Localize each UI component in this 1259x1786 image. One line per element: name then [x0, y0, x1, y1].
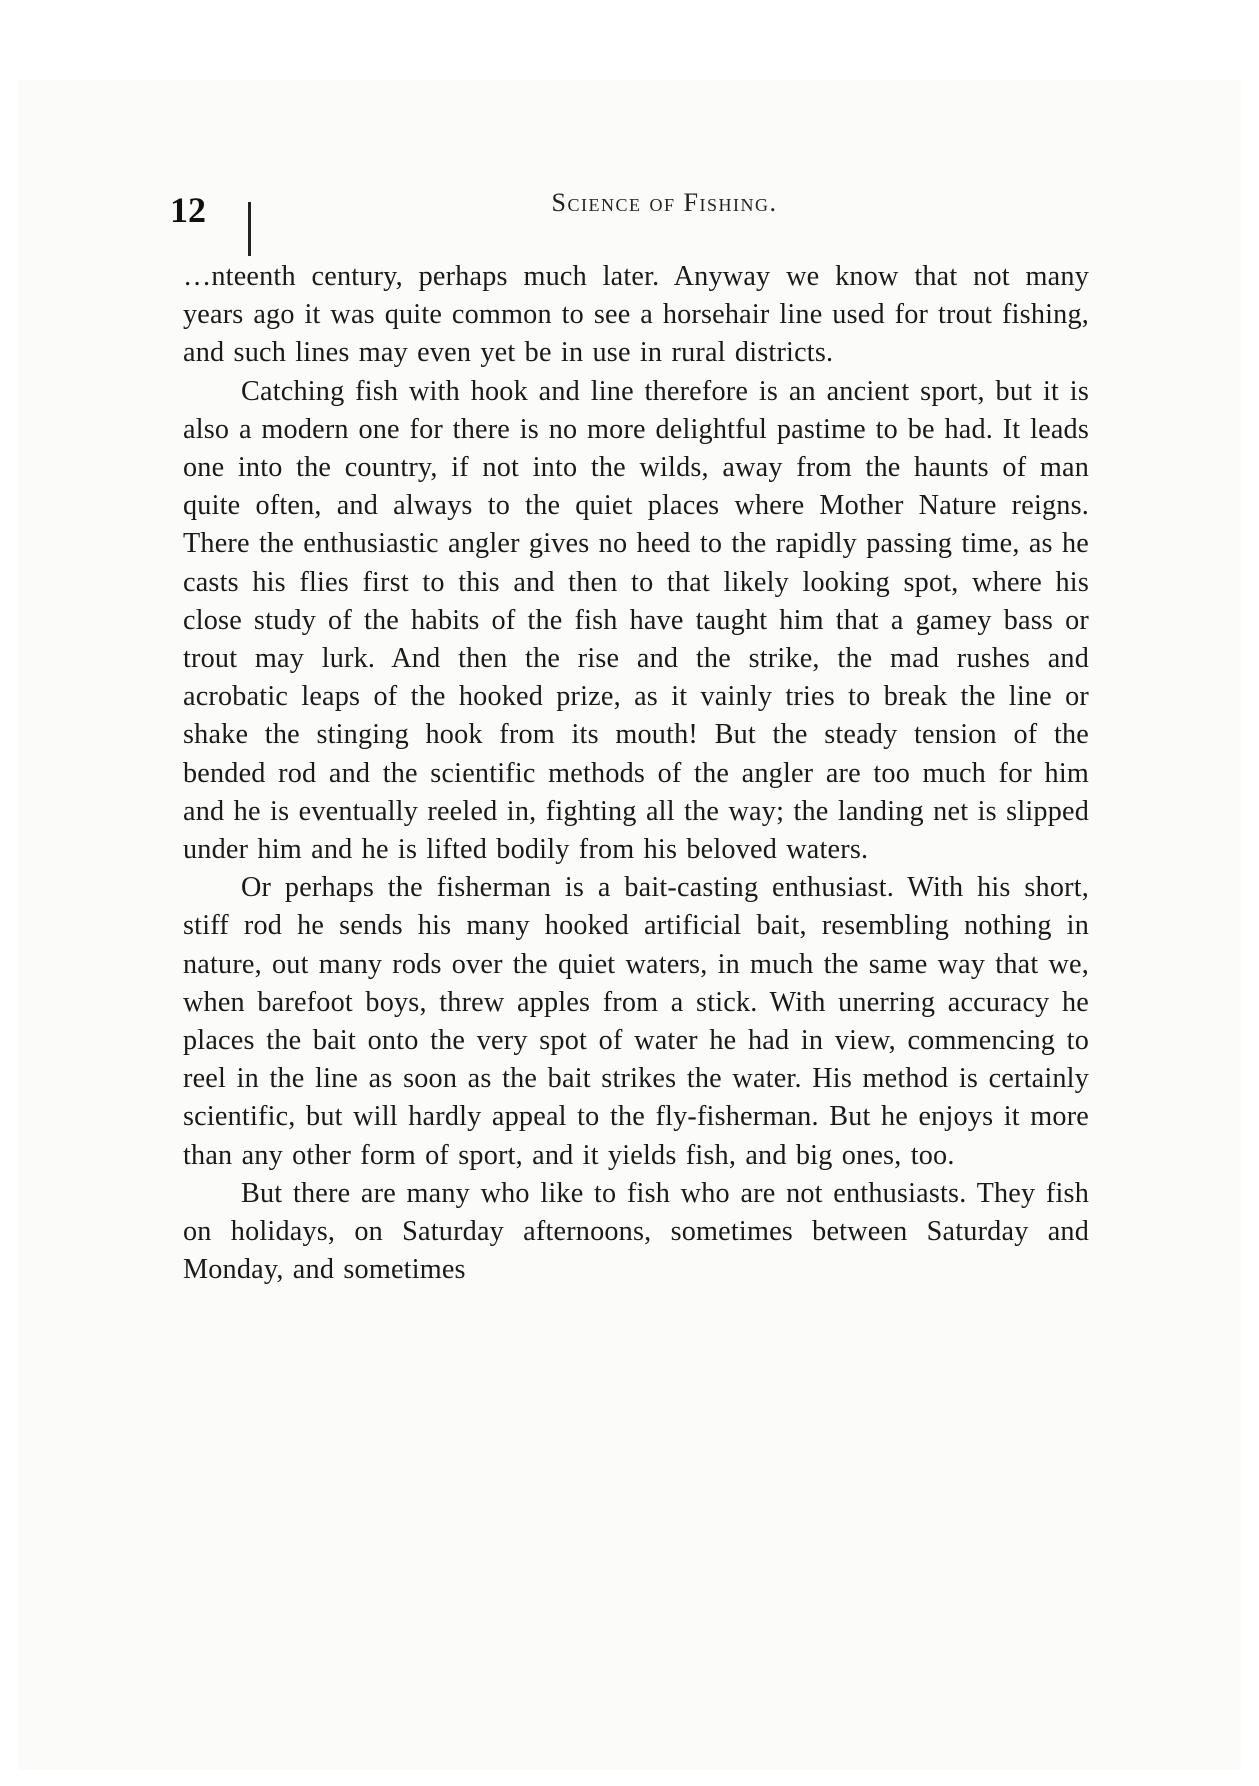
paragraph-1: …nteenth century, perhaps much later. Anyway we know that not many years ago it was quite common to see a horsehair line used for trout fishing, and such lines may even yet be in use in rural districts.: [183, 261, 1089, 369]
body-text: [183, 258, 1089, 1289]
paragraph-2: Catching fish with hook and line therefore is an ancient sport, but it is also a modern one for there is no more delightful pastime to be had. It leads one into the country, if not into the wilds, away from the haunts of man quite often, and always to the quiet places where Mother Nature reigns. There the enthusiastic angler gives no heed to the rapidly passing time, as he casts his flies first to this and then to that likely looking spot, where his close study of the habits of the fish have taught him that a gamey bass or trout may lurk. And then the rise and the strike, the mad rushes and acrobatic leaps of the hooked prize, as it vainly tries to break the line or shake the stinging hook from its mouth! But the steady tension of the bended rod and the scientific methods of the angler are too much for him and he is eventually reeled in, fighting all the way; the landing net is slipped under him and he is lifted bodily from his beloved waters.: [183, 375, 1089, 866]
paragraph-3: Or perhaps the fisherman is a bait-casting enthusiast. With his short, stiff rod he sends his many hooked artificial bait, resembling nothing in nature, out many rods over the quiet waters, in much the same way that we, when barefoot boys, threw apples from a stick. With unerring accuracy he places the bait onto the very spot of water he had in view, commencing to reel in the line as soon as the bait strikes the water. His method is certainly scientific, but will hardly appeal to the fly-fisherman. But he enjoys it more than any other form of sport, and it yields fish, and big ones, too.: [183, 872, 1089, 1171]
page-number: 12: [170, 190, 206, 230]
running-head: [0, 186, 1259, 220]
running-title: Science of Fishing.: [551, 188, 778, 217]
paragraph-4: But there are many who like to fish who are not enthusiasts. They fish on holidays, on Saturday afternoons, sometimes between Saturday and Monday, and sometimes: [183, 1177, 1089, 1286]
